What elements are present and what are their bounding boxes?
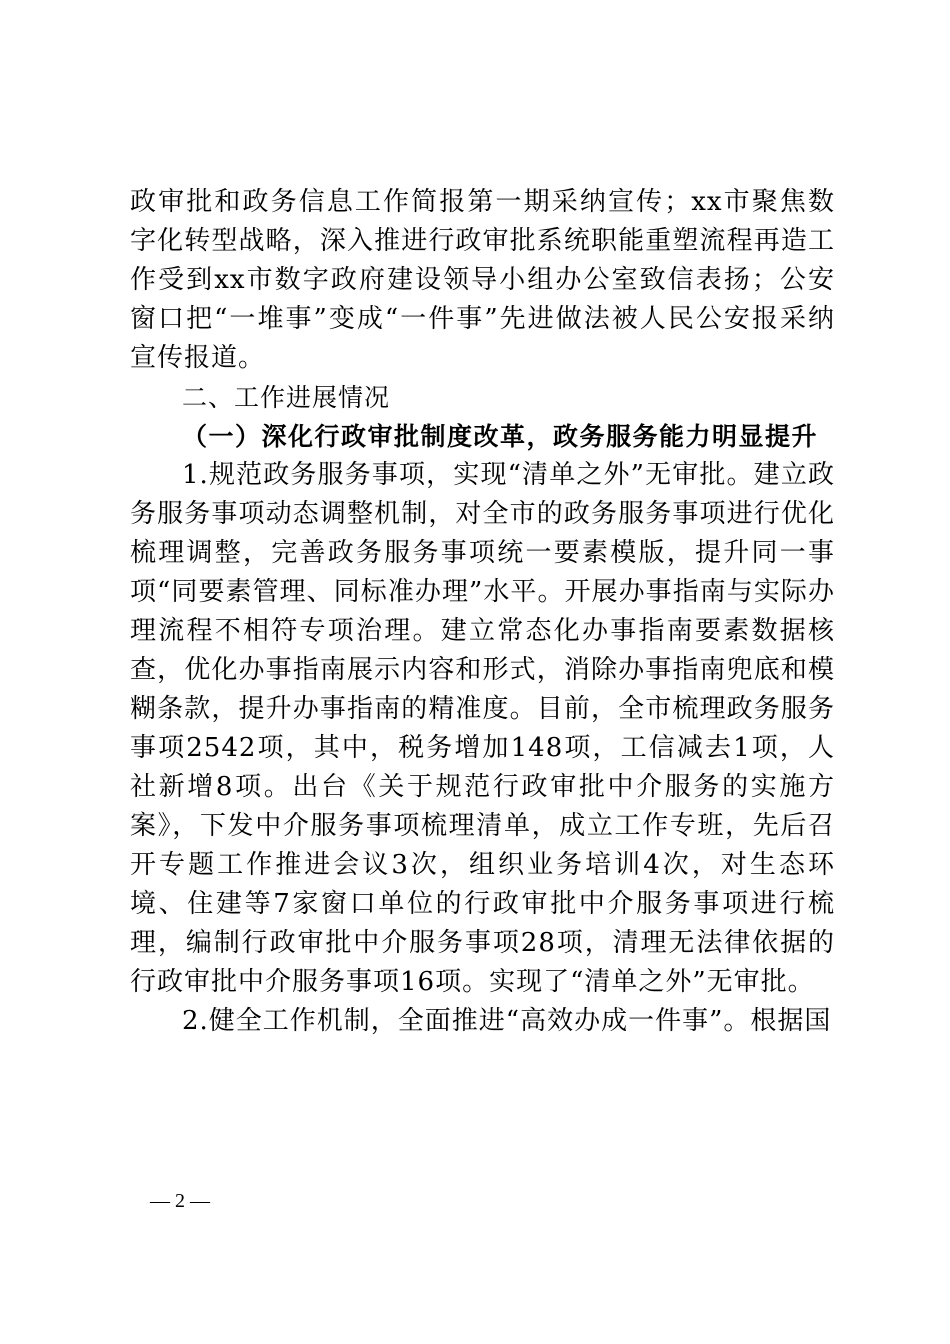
subsection-heading: （一）深化行政审批制度改革，政务服务能力明显提升 (182, 422, 819, 451)
section-heading: 二、工作进展情况 (182, 383, 391, 412)
paragraph-1: 1.规范政务服务事项，实现“清单之外”无审批。建立政务服务事项动态调整机制，对全市的政务服务事项进行优化梳理调整，完善政务服务事项统一要素模版，提升同一事项“同要素管理、同标准办理”水平。开展办事指南与实际办理流程不相符专项治理。建立常态化办事指南要素数据核查，优化办事指南展示内容和形式，消除办事指南兜底和模糊条款，提升办事指南的精准度。目前，全市梳理政务服务事项2542项，其中，税务增加148项，工信减去1项，人社新增8项。出台《关于规范行政审批中介服务的实施方案》，下发中介服务事项梳理清单，成立工作专班，先后召开专题工作推进会议3次，组织业务培训4次，对生态环境、住建等7家窗口单位的行政审批中介服务事项进行梳理，编制行政审批中介服务事项28项，清理无法律依据的行政审批中介服务事项16项。实现了“清单之外”无审批。 (130, 460, 835, 997)
document-body (130, 183, 835, 1041)
page-number: — 2 — (150, 1190, 210, 1212)
paragraph-2: 2.健全工作机制，全面推进“高效办成一件事”。根据国 (182, 1006, 832, 1036)
continuation-paragraph: 政审批和政务信息工作简报第一期采纳宣传；xx市聚焦数字化转型战略，深入推进行政审批系统职能重塑流程再造工作受到xx市数字政府建设领导小组办公室致信表扬；公安窗口把“一堆事”变成“一件事”先进做法被人民公安报采纳宣传报道。 (130, 187, 835, 373)
